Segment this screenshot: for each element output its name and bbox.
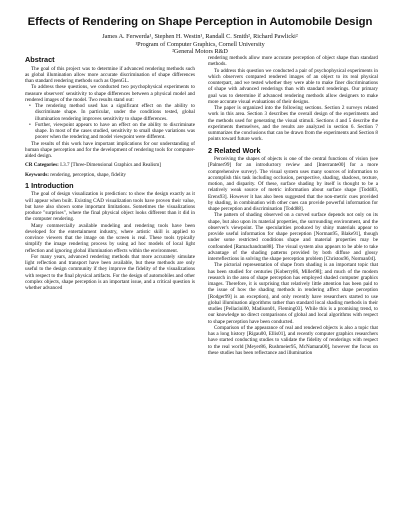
abstract-paragraph-2: To address these questions, we conducted two psychophysical experiments to measure observers' sensitivity to shape differences between a physical model and rendered images of the model. Two results stand out:	[25, 84, 195, 103]
abstract-heading: Abstract	[25, 55, 55, 64]
cr-categories	[25, 162, 195, 168]
abstract-paragraph-1: The goal of this project was to determine if advanced rendering methods such as global illumination allow more accurate discrimination of shape differences than standard rendering methods such as OpenGL.	[25, 65, 195, 84]
related-work-paragraph-2: The pattern of shading observed on a curved surface depends not only on its shape, but also upon its material properties, the surrounding environment, and the observer's viewpoint. The specularities produced by shiny materials appear to provide useful information for shape perception [Norman95, Blake91], though under some restricted conditions shape and material properties may be confounded [Ramachandran88]. The visual system also appears to be able to take advantage of the shading patterns provided by both diffuse and glossy interreflections in solving the shape perception problem [Christou96, Norman04].	[208, 212, 378, 262]
introduction-paragraph-3: For many years, advanced rendering methods that more accurately simulate light reflection and transport have been available, but these methods are only useful to the design community if they improve the fidelity of the visualizations with respect to the final physical artifacts. For the design of automobiles and other complex objects, shape perception is an important issue, and a critical question is whether advanced	[25, 253, 195, 291]
abstract-result-2: • Further, viewpoint appears to have an effect on the ability to discriminate shape. In most of the cases studied, sensitivity to small shape variations was poorer when the rendering and model viewpoint were different.	[35, 122, 195, 141]
introduction-paragraph-1: The goal of design visualization is prediction: to show the design exactly as it will appear when built. Existing CAD visualization tools have proven their value, but have also shown some important limitations. Sometimes the visualizations produce "surprises", where the final physical object looks different than it did in the computer rendering.	[25, 191, 195, 223]
keywords-label: Keywords:	[25, 171, 49, 178]
abstract-paragraph-3: The results of this work have important implications for our understanding of human shape perception and for the development of rendering tools for computer-aided design.	[25, 140, 195, 159]
related-work-paragraph-4: Comparison of the appearance of real and rendered objects is also a topic that has a long history [Rigau00, Ellis01], and recently computer graphics researchers have started conducting studies to validate the fidelity of renderings with respect to the real world [Meyer86, Rushmeier95, McNamara00], however the focus on these studies has been reflectance and illumination	[208, 324, 378, 356]
related-work-paragraph-1: Perceiving the shapes of objects is one of the central functions of vision (see [Palmer99] for an introductory review and [Interrante00] for a more comprehensive survey). The visual system uses many sources of information to accomplish this task including occlusion, perspective, shading, shadows, texture, motion, and disparity. Of these, surface shading by itself is thought to be a relatively weak source of metric information about surface shape [Todd83, Erens93]. However it has also been suggested that the non-metric cues provided by shading, in combination with other cues can provide powerful information for shape perception and discrimination [Todd88].	[208, 156, 378, 212]
author-list: James A. Ferwerda¹, Stephen H. Westin¹, Randall C. Smith², Richard Pawlicki²	[102, 33, 298, 40]
right-column	[208, 55, 378, 356]
abstract-result-1: • The rendering method used has a significant effect on the ability to discriminate shape. In particular, under the conditions tested, global illumination rendering improves sensitivity to shape differences.	[35, 103, 195, 122]
related-work-paragraph-3: The pictorial representation of shape from shading is an important topic that has been studied for centuries [Koberry86, Miller98]; and much of the modern research in the area of shape perception has employed shaded computer graphics images. Therefore, it is surprising that relatively little attention has been paid to the issue of how the shading methods in rendering affect shape perception [Rodger99] is an exception), and only recently have researchers started to use global illumination algorithms rather than standard local shading methods in their studies [Pellacini00, Madison01, Fleming03]. While this is a promising trend, to our knowledge no direct comparisons of global and local algorithms with respect to shape perception have been conducted.	[208, 262, 378, 325]
related-work-heading: 2 Related Work	[208, 145, 261, 155]
cr-categories-value: I.3.7 [Three-Dimensional Graphics and Realism]	[60, 162, 161, 169]
paper-title: Effects of Rendering on Shape Perception in Automobile Design	[27, 16, 373, 28]
introduction-paragraph-5: The paper is organized into the following sections. Section 2 surveys related work in this area. Section 3 describes the overall design of the experiments and the methods used for generating the visual stimuli. Sections 4 and 5 describe the experiments themselves, and the results are analyzed in section 6. Section 7 summarizes the conclusions that can be drawn from the experiments and Section 8 points toward future work.	[208, 105, 378, 143]
introduction-continued-paragraph: rendering methods allow more accurate perception of object shape than standard methods.	[208, 55, 378, 68]
introduction-heading: 1 Introduction	[25, 180, 74, 190]
abstract-results-list	[25, 103, 195, 141]
cr-categories-label: CR Categories:	[25, 162, 59, 169]
introduction-paragraph-4: To address this question we conducted a pair of psychophysical experiments in which observers compared rendered images of an object to its real physical counterpart, and we tested whether they were able to make finer discriminations of shape with advanced renderings than with standard renderings. Our primary goal was to determine if advanced rendering methods allow designers to make more accurate visual evaluations of their designs.	[208, 67, 378, 105]
keywords-value: rendering, perception, shape, fidelity	[50, 171, 126, 178]
left-column	[25, 55, 195, 291]
affiliation-2: ²General Motors R&D	[172, 47, 228, 55]
affiliation-1: ¹Program of Computer Graphics, Cornell University	[135, 40, 265, 48]
introduction-paragraph-2: Many commercially available modeling and rendering tools have been developed for the entertainment industry, where artistic skill is applied to convince viewers that the image on the screen is real. These tools typically simplify the image rendering process by using ad hoc models of local light reflection and ignoring global illumination effects within the environment.	[25, 222, 195, 254]
